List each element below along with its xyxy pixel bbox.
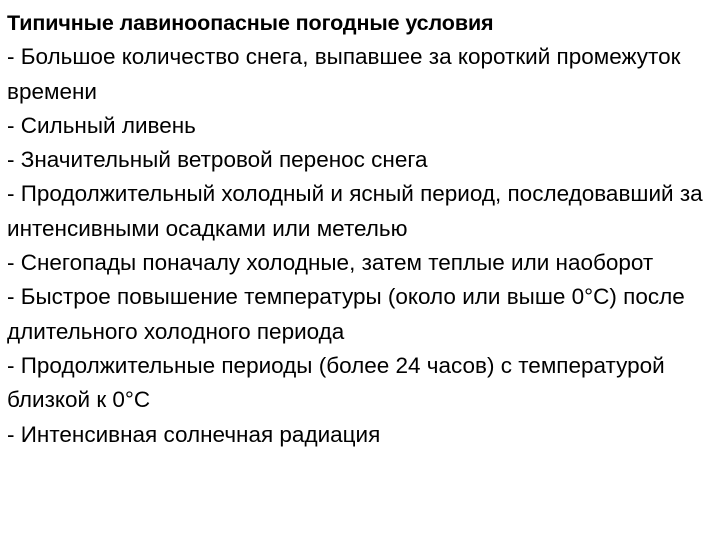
slide-title: Типичные лавиноопасные погодные условия (7, 11, 494, 35)
list-item: - Продолжительный холодный и ясный период, последовавший за интенсивными осадками или метелью (7, 181, 703, 241)
list-item: - Быстрое повышение температуры (около или выше 0°С) после длительного холодного периода (7, 284, 685, 344)
conditions-list (7, 40, 713, 452)
list-item: - Сильный ливень (7, 112, 196, 138)
list-item: - Интенсивная солнечная радиация (7, 421, 381, 447)
list-item: - Большое количество снега, выпавшее за короткий промежуток времени (7, 44, 681, 104)
list-item: - Снегопады поначалу холодные, затем теплые или наоборот (7, 250, 654, 276)
list-item: - Продолжительные периоды (более 24 часов) с температурой близкой к 0°С (7, 352, 665, 413)
list-item: - Значительный ветровой перенос снега (7, 147, 428, 173)
slide-content (7, 6, 713, 452)
